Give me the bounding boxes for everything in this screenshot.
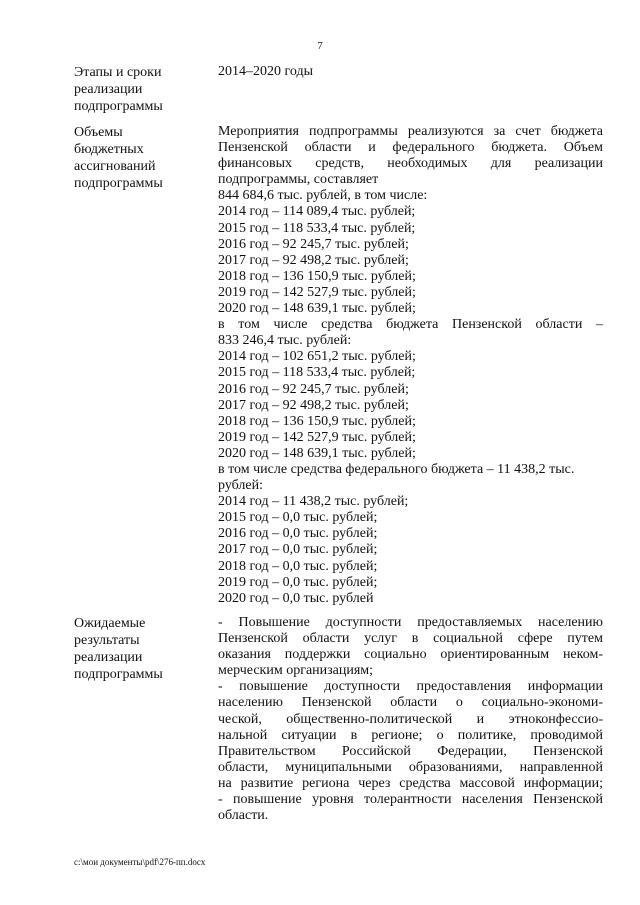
file-path-footer: c:\мои документы\pdf\276-пп.docx	[74, 857, 206, 867]
row-value: Мероприятия подпрограммы реализуются за счет бюджета Пензенской области и федерального бюджета. Объем финансовых средств, необходимых для реализации подпрограммы, составляет 844 684,6 тыс. рублей, в том числе: 2014 год – 114 089,4 тыс. рублей; 2015 год – 118 533,4 тыс. рублей; 2016 год – 92 245,7 тыс. рублей; 2017 год – 92 498,2 тыс. рублей; 2018 год – 136 150,9 тыс. рублей; 2019 год – 142 527,9 тыс. рублей; 2020 год – 148 639,1 тыс. рублей; в том числе средства бюджета Пензенской области – 833 246,4 тыс. рублей: 2014 год – 102 651,2 тыс. рублей; 2015 год – 118 533,4 тыс. рублей; 2016 год – 92 245,7 тыс. рублей; 2017 год – 92 498,2 тыс. рублей; 2018 год – 136 150,9 тыс. рублей; 2019 год – 142 527,9 тыс. рублей; 2020 год – 148 639,1 тыс. рублей; в том числе средства федерального бюджета – 11 438,2 тыс. рублей: 2014 год – 11 438,2 тыс. рублей; 2015 год – 0,0 тыс. рублей; 2016 год – 0,0 тыс. рублей; 2017 год – 0,0 тыс. рублей; 2018 год – 0,0 тыс. рублей; 2019 год – 0,0 тыс. рублей; 2020 год – 0,0 тыс. рублей	[218, 124, 603, 606]
row-value: - Повышение доступности предоставляемых населению Пензенской области услуг в социальной сфере путем оказания поддержки социально ориентированным неком- мерческим организациям; - повышение доступности предоставления информации населению Пензенской области о социально-экономи- ческой, общественно-политической и этноконфессио- нальной ситуации в регионе; о политике, проводимой Правительством Российской Федерации, Пензенской области, муниципальными образованиями, направленной на развитие региона через средства массовой информации; - повышение уровня толерантности населения Пензенской области.	[218, 615, 603, 824]
row-label: Этапы и сроки реализации подпрограммы	[74, 65, 163, 114]
row-label: Ожидаемые результаты реализации подпрограммы	[74, 616, 163, 682]
row-value: 2014–2020 годы	[218, 64, 314, 79]
row-label: Объемы бюджетных ассигнований подпрограммы	[74, 125, 163, 191]
page-number: 7	[317, 40, 323, 52]
